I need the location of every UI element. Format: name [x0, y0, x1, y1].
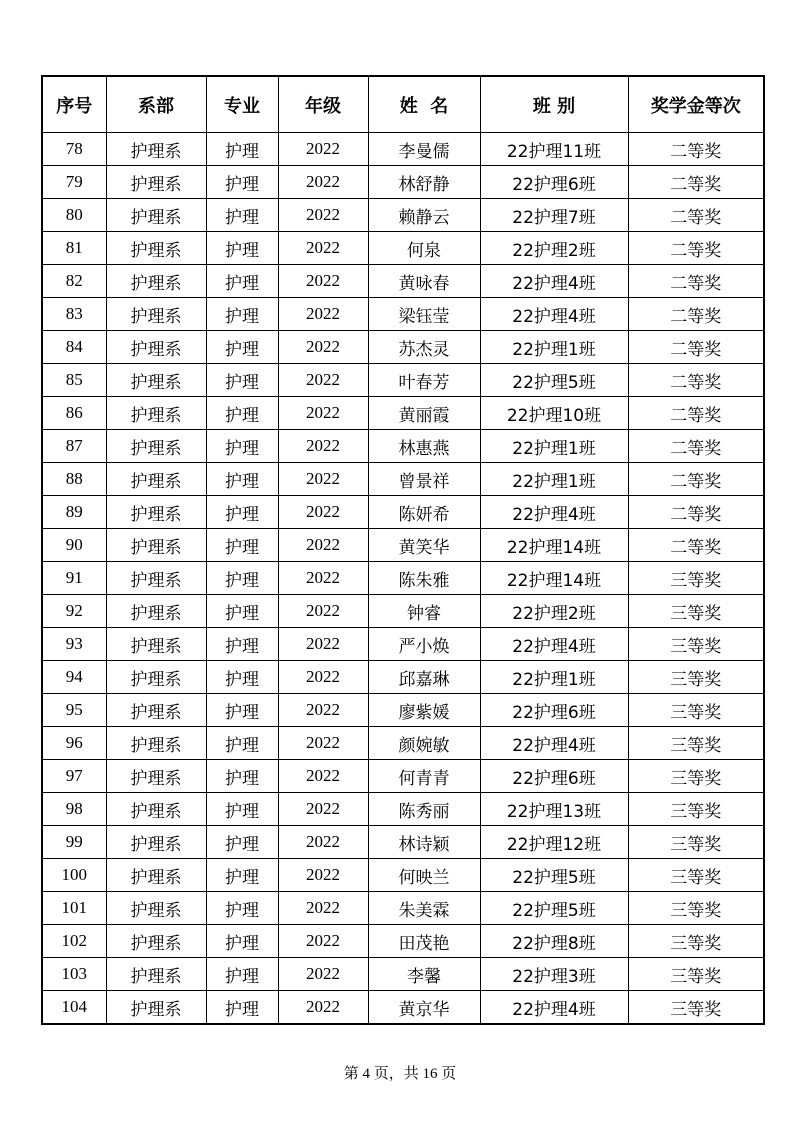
cell-class: 22护理5班 [480, 892, 628, 925]
cell-grade: 2022 [278, 463, 368, 496]
cell-award: 二等奖 [628, 232, 764, 265]
cell-major: 护理 [206, 760, 278, 793]
cell-department: 护理系 [106, 430, 206, 463]
table-row [42, 397, 764, 430]
cell-index: 90 [42, 529, 106, 562]
table-row [42, 166, 764, 199]
cell-grade: 2022 [278, 661, 368, 694]
scholarship-table [41, 75, 765, 1025]
page-number-footer: 第 4 页，共 16 页 [343, 1066, 457, 1082]
header-cell-name: 姓 名 [368, 76, 480, 133]
cell-award: 三等奖 [628, 760, 764, 793]
cell-index: 82 [42, 265, 106, 298]
cell-major: 护理 [206, 496, 278, 529]
cell-name: 曾景祥 [368, 463, 480, 496]
table-row [42, 925, 764, 958]
cell-class: 22护理4班 [480, 727, 628, 760]
cell-grade: 2022 [278, 364, 368, 397]
cell-department: 护理系 [106, 133, 206, 166]
cell-award: 二等奖 [628, 463, 764, 496]
cell-major: 护理 [206, 463, 278, 496]
table-row [42, 232, 764, 265]
table-row [42, 430, 764, 463]
header-cell-index: 序号 [42, 76, 106, 133]
cell-class: 22护理5班 [480, 859, 628, 892]
header-cell-class: 班 别 [480, 76, 628, 133]
cell-class: 22护理12班 [480, 826, 628, 859]
cell-name: 林舒静 [368, 166, 480, 199]
cell-grade: 2022 [278, 298, 368, 331]
cell-major: 护理 [206, 661, 278, 694]
cell-name: 李曼儒 [368, 133, 480, 166]
cell-name: 廖紫媛 [368, 694, 480, 727]
table-row [42, 529, 764, 562]
table-row [42, 991, 764, 1025]
cell-department: 护理系 [106, 331, 206, 364]
cell-class: 22护理4班 [480, 496, 628, 529]
cell-award: 二等奖 [628, 133, 764, 166]
cell-award: 二等奖 [628, 496, 764, 529]
cell-class: 22护理13班 [480, 793, 628, 826]
cell-department: 护理系 [106, 793, 206, 826]
cell-class: 22护理10班 [480, 397, 628, 430]
cell-class: 22护理14班 [480, 529, 628, 562]
cell-major: 护理 [206, 199, 278, 232]
cell-name: 颜婉敏 [368, 727, 480, 760]
cell-major: 护理 [206, 133, 278, 166]
cell-grade: 2022 [278, 694, 368, 727]
header-cell-department: 系部 [106, 76, 206, 133]
table-row [42, 265, 764, 298]
cell-index: 85 [42, 364, 106, 397]
cell-index: 94 [42, 661, 106, 694]
cell-name: 陈妍希 [368, 496, 480, 529]
cell-award: 二等奖 [628, 298, 764, 331]
cell-name: 钟睿 [368, 595, 480, 628]
cell-class: 22护理3班 [480, 958, 628, 991]
cell-index: 96 [42, 727, 106, 760]
cell-index: 93 [42, 628, 106, 661]
table-row [42, 760, 764, 793]
cell-index: 88 [42, 463, 106, 496]
cell-grade: 2022 [278, 859, 368, 892]
cell-name: 黄笑华 [368, 529, 480, 562]
cell-award: 三等奖 [628, 991, 764, 1025]
cell-class: 22护理6班 [480, 760, 628, 793]
cell-major: 护理 [206, 298, 278, 331]
cell-class: 22护理4班 [480, 265, 628, 298]
cell-award: 二等奖 [628, 430, 764, 463]
table-row [42, 859, 764, 892]
cell-major: 护理 [206, 364, 278, 397]
cell-award: 二等奖 [628, 529, 764, 562]
cell-class: 22护理14班 [480, 562, 628, 595]
table-row [42, 298, 764, 331]
cell-major: 护理 [206, 166, 278, 199]
cell-department: 护理系 [106, 529, 206, 562]
cell-index: 102 [42, 925, 106, 958]
cell-grade: 2022 [278, 760, 368, 793]
cell-index: 99 [42, 826, 106, 859]
cell-index: 79 [42, 166, 106, 199]
cell-department: 护理系 [106, 463, 206, 496]
cell-award: 三等奖 [628, 958, 764, 991]
cell-department: 护理系 [106, 859, 206, 892]
cell-department: 护理系 [106, 166, 206, 199]
cell-class: 22护理11班 [480, 133, 628, 166]
table-row [42, 199, 764, 232]
cell-department: 护理系 [106, 826, 206, 859]
cell-index: 89 [42, 496, 106, 529]
header-cell-award: 奖学金等次 [628, 76, 764, 133]
cell-department: 护理系 [106, 496, 206, 529]
cell-index: 83 [42, 298, 106, 331]
cell-index: 100 [42, 859, 106, 892]
cell-major: 护理 [206, 892, 278, 925]
cell-class: 22护理6班 [480, 694, 628, 727]
cell-award: 三等奖 [628, 661, 764, 694]
cell-grade: 2022 [278, 265, 368, 298]
table-row [42, 826, 764, 859]
cell-name: 严小焕 [368, 628, 480, 661]
cell-grade: 2022 [278, 892, 368, 925]
table-row [42, 628, 764, 661]
cell-award: 二等奖 [628, 166, 764, 199]
table-row [42, 595, 764, 628]
cell-major: 护理 [206, 859, 278, 892]
cell-class: 22护理4班 [480, 298, 628, 331]
cell-department: 护理系 [106, 760, 206, 793]
cell-department: 护理系 [106, 265, 206, 298]
table-row [42, 793, 764, 826]
cell-award: 三等奖 [628, 727, 764, 760]
cell-index: 80 [42, 199, 106, 232]
cell-name: 黄咏春 [368, 265, 480, 298]
cell-major: 护理 [206, 925, 278, 958]
cell-department: 护理系 [106, 595, 206, 628]
cell-index: 101 [42, 892, 106, 925]
table-row [42, 463, 764, 496]
cell-grade: 2022 [278, 133, 368, 166]
cell-grade: 2022 [278, 628, 368, 661]
cell-department: 护理系 [106, 232, 206, 265]
cell-department: 护理系 [106, 958, 206, 991]
cell-grade: 2022 [278, 430, 368, 463]
cell-class: 22护理1班 [480, 661, 628, 694]
cell-grade: 2022 [278, 595, 368, 628]
cell-award: 三等奖 [628, 595, 764, 628]
cell-class: 22护理4班 [480, 628, 628, 661]
header-cell-major: 专业 [206, 76, 278, 133]
cell-major: 护理 [206, 595, 278, 628]
cell-award: 二等奖 [628, 364, 764, 397]
cell-name: 邱嘉琳 [368, 661, 480, 694]
header-row [42, 76, 764, 133]
cell-index: 81 [42, 232, 106, 265]
cell-department: 护理系 [106, 991, 206, 1025]
header-cell-grade: 年级 [278, 76, 368, 133]
cell-major: 护理 [206, 397, 278, 430]
cell-major: 护理 [206, 727, 278, 760]
cell-name: 叶春芳 [368, 364, 480, 397]
cell-index: 98 [42, 793, 106, 826]
cell-department: 护理系 [106, 925, 206, 958]
cell-department: 护理系 [106, 694, 206, 727]
cell-award: 二等奖 [628, 265, 764, 298]
cell-name: 林惠燕 [368, 430, 480, 463]
cell-name: 何泉 [368, 232, 480, 265]
cell-department: 护理系 [106, 628, 206, 661]
cell-class: 22护理8班 [480, 925, 628, 958]
cell-index: 86 [42, 397, 106, 430]
cell-award: 三等奖 [628, 694, 764, 727]
cell-department: 护理系 [106, 727, 206, 760]
cell-class: 22护理1班 [480, 430, 628, 463]
cell-grade: 2022 [278, 397, 368, 430]
cell-award: 三等奖 [628, 826, 764, 859]
cell-award: 三等奖 [628, 562, 764, 595]
cell-name: 梁钰莹 [368, 298, 480, 331]
cell-department: 护理系 [106, 892, 206, 925]
cell-index: 95 [42, 694, 106, 727]
cell-grade: 2022 [278, 199, 368, 232]
cell-grade: 2022 [278, 232, 368, 265]
cell-name: 赖静云 [368, 199, 480, 232]
cell-name: 陈朱雅 [368, 562, 480, 595]
table-row [42, 133, 764, 166]
cell-major: 护理 [206, 958, 278, 991]
cell-class: 22护理5班 [480, 364, 628, 397]
cell-major: 护理 [206, 694, 278, 727]
cell-index: 87 [42, 430, 106, 463]
cell-grade: 2022 [278, 331, 368, 364]
cell-grade: 2022 [278, 958, 368, 991]
cell-department: 护理系 [106, 364, 206, 397]
cell-class: 22护理4班 [480, 991, 628, 1025]
cell-class: 22护理6班 [480, 166, 628, 199]
cell-index: 97 [42, 760, 106, 793]
cell-class: 22护理2班 [480, 595, 628, 628]
cell-award: 二等奖 [628, 397, 764, 430]
cell-grade: 2022 [278, 793, 368, 826]
table-row [42, 727, 764, 760]
table-row [42, 331, 764, 364]
table-row [42, 694, 764, 727]
cell-award: 三等奖 [628, 925, 764, 958]
cell-index: 103 [42, 958, 106, 991]
cell-grade: 2022 [278, 925, 368, 958]
cell-award: 三等奖 [628, 628, 764, 661]
cell-index: 78 [42, 133, 106, 166]
table-row [42, 958, 764, 991]
cell-award: 三等奖 [628, 859, 764, 892]
cell-name: 黄丽霞 [368, 397, 480, 430]
cell-major: 护理 [206, 826, 278, 859]
cell-name: 田茂艳 [368, 925, 480, 958]
cell-grade: 2022 [278, 826, 368, 859]
cell-grade: 2022 [278, 727, 368, 760]
table-row [42, 892, 764, 925]
cell-department: 护理系 [106, 199, 206, 232]
cell-department: 护理系 [106, 562, 206, 595]
cell-award: 三等奖 [628, 892, 764, 925]
table-body [42, 133, 764, 1025]
cell-major: 护理 [206, 265, 278, 298]
cell-name: 何映兰 [368, 859, 480, 892]
cell-major: 护理 [206, 232, 278, 265]
cell-class: 22护理7班 [480, 199, 628, 232]
cell-class: 22护理2班 [480, 232, 628, 265]
cell-major: 护理 [206, 562, 278, 595]
cell-grade: 2022 [278, 496, 368, 529]
cell-department: 护理系 [106, 298, 206, 331]
cell-class: 22护理1班 [480, 331, 628, 364]
table-row [42, 364, 764, 397]
cell-department: 护理系 [106, 661, 206, 694]
cell-index: 104 [42, 991, 106, 1025]
cell-major: 护理 [206, 529, 278, 562]
cell-major: 护理 [206, 628, 278, 661]
cell-major: 护理 [206, 430, 278, 463]
cell-grade: 2022 [278, 166, 368, 199]
cell-index: 92 [42, 595, 106, 628]
cell-name: 陈秀丽 [368, 793, 480, 826]
table-row [42, 661, 764, 694]
cell-grade: 2022 [278, 991, 368, 1025]
cell-award: 三等奖 [628, 793, 764, 826]
cell-major: 护理 [206, 331, 278, 364]
cell-index: 84 [42, 331, 106, 364]
cell-name: 林诗颖 [368, 826, 480, 859]
cell-major: 护理 [206, 991, 278, 1025]
cell-name: 苏杰灵 [368, 331, 480, 364]
cell-name: 朱美霖 [368, 892, 480, 925]
cell-grade: 2022 [278, 529, 368, 562]
cell-name: 李馨 [368, 958, 480, 991]
cell-department: 护理系 [106, 397, 206, 430]
cell-name: 何青青 [368, 760, 480, 793]
cell-name: 黄京华 [368, 991, 480, 1025]
cell-major: 护理 [206, 793, 278, 826]
table-row [42, 562, 764, 595]
cell-award: 二等奖 [628, 331, 764, 364]
table-row [42, 496, 764, 529]
cell-award: 二等奖 [628, 199, 764, 232]
cell-class: 22护理1班 [480, 463, 628, 496]
cell-grade: 2022 [278, 562, 368, 595]
cell-index: 91 [42, 562, 106, 595]
